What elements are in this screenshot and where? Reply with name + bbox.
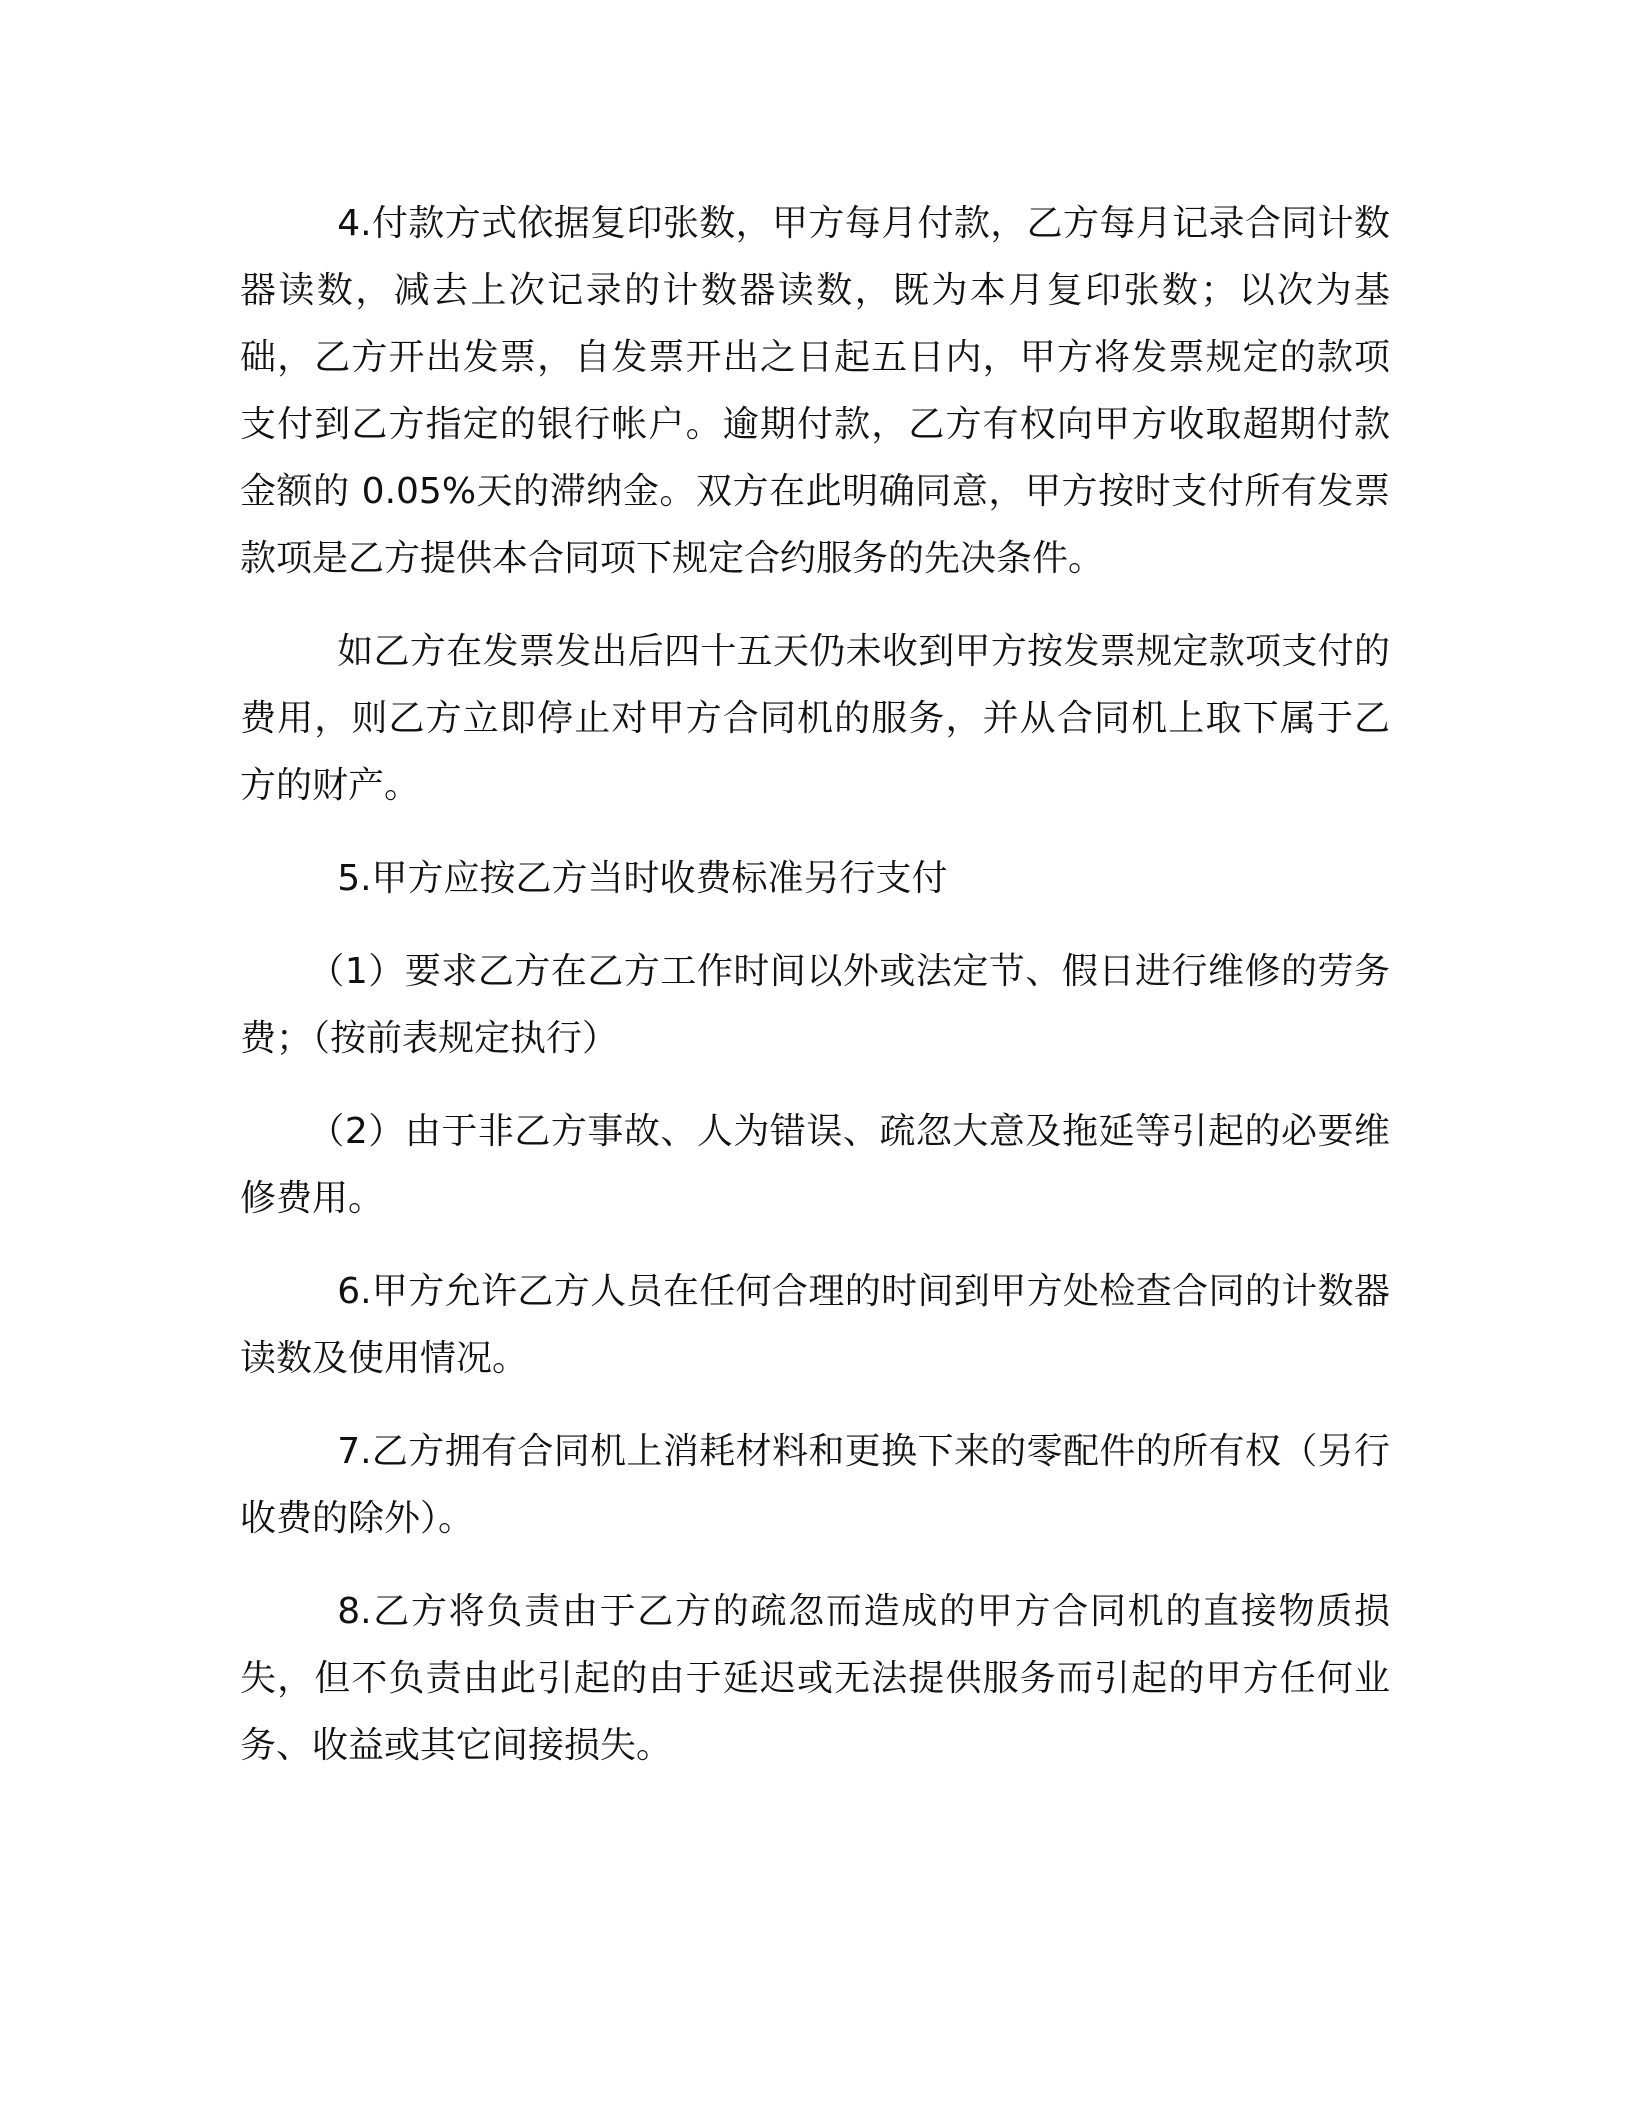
clause-5-item-2: （2）由于非乙方事故、人为错误、疏忽大意及拖延等引起的必要维修费用。 <box>240 1111 1390 1219</box>
clause-6-inspection: 6.甲方允许乙方人员在任何合理的时间到甲方处检查合同的计数器读数及使用情况。 <box>240 1271 1390 1379</box>
clause-8-liability: 8.乙方将负责由于乙方的疏忽而造成的甲方合同机的直接物质损失，但不负责由此引起的由于延迟或无法提供服务而引起的甲方任何业务、收益或其它间接损失。 <box>240 1591 1390 1766</box>
document-body <box>240 190 1390 1805</box>
clause-5-item-1: （1）要求乙方在乙方工作时间以外或法定节、假日进行维修的劳务费；（按前表规定执行） <box>240 951 1390 1059</box>
clause-4-overdue: 如乙方在发票发出后四十五天仍未收到甲方按发票规定款项支付的费用，则乙方立即停止对甲方合同机的服务，并从合同机上取下属于乙方的财产。 <box>240 631 1390 806</box>
clause-4-payment: 4.付款方式依据复印张数，甲方每月付款，乙方每月记录合同计数器读数，减去上次记录的计数器读数，既为本月复印张数；以次为基础，乙方开出发票，自发票开出之日起五日内，甲方将发票规定的款项支付到乙方指定的银行帐户。逾期付款，乙方有权向甲方收取超期付款金额的 0.05%天的滞纳金。双方在此明确同意，甲方按时支付所有发票款项是乙方提供本合同项下规定合约服务的先决条件。 <box>240 203 1390 579</box>
clause-5-heading: 5.甲方应按乙方当时收费标准另行支付 <box>337 858 948 899</box>
clause-7-ownership: 7.乙方拥有合同机上消耗材料和更换下来的零配件的所有权（另行收费的除外）。 <box>240 1431 1390 1539</box>
